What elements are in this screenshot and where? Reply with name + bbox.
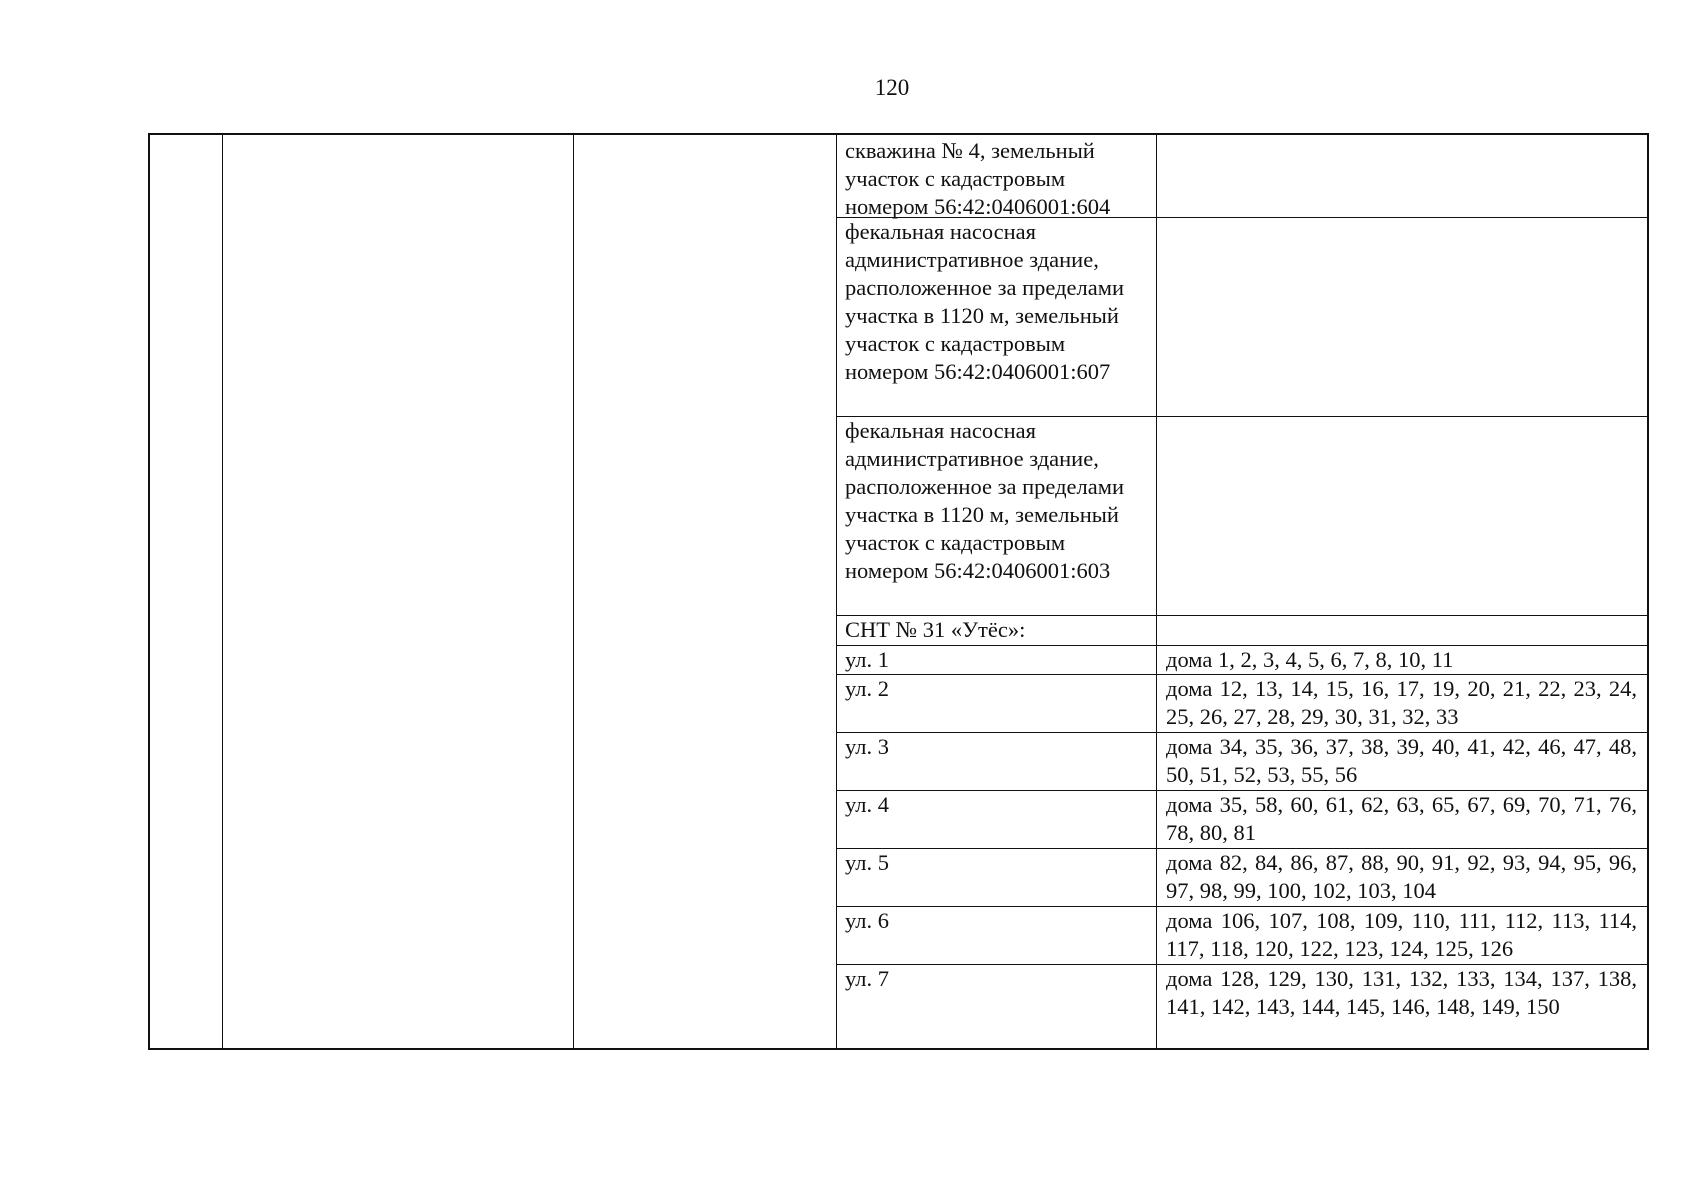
houses-cell — [1156, 965, 1647, 1050]
houses-text: дома 34, 35, 36, 37, 38, 39, 40, 41, 42, 46, 47, 48, 50, 51, 52, 53, 55, 56 — [1166, 734, 1637, 787]
table-row — [836, 733, 1647, 791]
object-cell: скважина № 4, земельный участок с кадастровым номером 56:42:0406001:604 — [845, 138, 1111, 219]
table-row — [836, 616, 1647, 646]
table-row — [836, 907, 1647, 965]
houses-cell — [1156, 733, 1647, 790]
object-cell: ул. 4 — [845, 792, 889, 817]
object-cell: фекальная насосная административное здание, расположенное за пределами участка в 1120 м, земельный участок с кадастровым номером 56:42:0406001:607 — [845, 219, 1124, 384]
table-row — [836, 675, 1647, 733]
page-number: 120 — [874, 75, 910, 100]
document-table — [148, 133, 1649, 1050]
object-cell: ул. 3 — [845, 734, 889, 759]
object-cell: ул. 7 — [845, 966, 889, 991]
object-cell: ул. 2 — [845, 676, 889, 701]
object-cell: СНТ № 31 «Утёс»: — [845, 617, 1026, 642]
houses-cell — [1156, 646, 1647, 674]
object-cell: фекальная насосная административное здание, расположенное за пределами участка в 1120 м, земельный участок с кадастровым номером 56:42:0406001:603 — [845, 418, 1124, 583]
houses-text: дома 82, 84, 86, 87, 88, 90, 91, 92, 93, 94, 95, 96, 97, 98, 99, 100, 102, 103, 104 — [1166, 850, 1637, 903]
houses-cell — [1156, 135, 1647, 217]
object-cell: ул. 6 — [845, 908, 889, 933]
table-row — [836, 417, 1647, 616]
houses-text: дома 12, 13, 14, 15, 16, 17, 19, 20, 21, 22, 23, 24, 25, 26, 27, 28, 29, 30, 31, 32, 33 — [1166, 676, 1637, 729]
column-divider-1 — [222, 135, 223, 1048]
table-row — [836, 849, 1647, 907]
houses-cell — [1156, 907, 1647, 964]
table-row — [836, 965, 1647, 1050]
houses-cell — [1156, 849, 1647, 906]
houses-text: дома 1, 2, 3, 4, 5, 6, 7, 8, 10, 11 — [1166, 647, 1454, 672]
houses-cell — [1156, 218, 1647, 416]
houses-text: дома 35, 58, 60, 61, 62, 63, 65, 67, 69, 70, 71, 76, 78, 80, 81 — [1166, 792, 1637, 845]
houses-cell — [1156, 675, 1647, 732]
table-row — [836, 135, 1647, 218]
table-right-columns — [836, 135, 1647, 1048]
column-divider-2 — [573, 135, 574, 1048]
object-cell: ул. 5 — [845, 850, 889, 875]
houses-cell — [1156, 791, 1647, 848]
table-row — [836, 218, 1647, 417]
houses-text: дома 128, 129, 130, 131, 132, 133, 134, 137, 138, 141, 142, 143, 144, 145, 146, 148, 149, 150 — [1166, 966, 1637, 1019]
table-row — [836, 646, 1647, 675]
table-row — [836, 791, 1647, 849]
object-cell: ул. 1 — [845, 647, 889, 672]
houses-cell — [1156, 616, 1647, 645]
houses-text: дома 106, 107, 108, 109, 110, 111, 112, 113, 114, 117, 118, 120, 122, 123, 124, 125, 126 — [1166, 908, 1637, 961]
houses-cell — [1156, 417, 1647, 615]
